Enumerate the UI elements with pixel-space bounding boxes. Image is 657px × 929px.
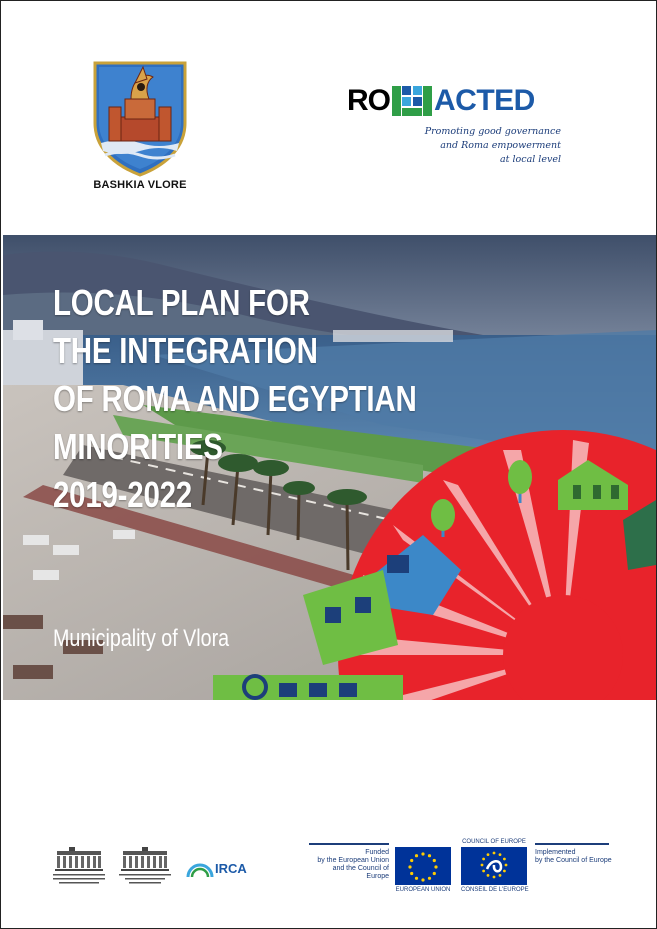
irca-logo-text: IRCA bbox=[215, 861, 247, 876]
tagline-line: and Roma empowerment bbox=[440, 140, 561, 151]
partner-logos bbox=[49, 843, 269, 893]
funded-line: Funded bbox=[365, 849, 389, 856]
romacted-acted-text: ACTED bbox=[434, 84, 535, 117]
title-line: MINORITIES bbox=[53, 426, 223, 467]
eu-caption: EUROPEAN UNION bbox=[395, 887, 451, 893]
coe-caption-top: COUNCIL OF EUROPE bbox=[462, 839, 526, 845]
implemented-line: by the Council of Europe bbox=[535, 857, 612, 864]
divider bbox=[309, 843, 389, 845]
implemented-text bbox=[535, 849, 615, 865]
eu-flag-icon bbox=[395, 847, 451, 885]
title-line: THE INTEGRATION bbox=[53, 330, 318, 371]
funded-text bbox=[309, 849, 389, 881]
romacted-ro-text: RO bbox=[347, 84, 390, 117]
funded-line: by the European Union bbox=[317, 857, 389, 864]
romacted-logo bbox=[347, 81, 577, 171]
funded-line: and the Council of Europe bbox=[332, 865, 389, 880]
tagline-line: Promoting good governance bbox=[424, 126, 561, 137]
divider bbox=[535, 843, 609, 845]
title-line: 2019-2022 bbox=[53, 474, 192, 515]
eu-coe-logos bbox=[309, 839, 612, 899]
title-line: OF ROMA AND EGYPTIAN bbox=[53, 378, 417, 419]
coe-caption-bottom: CONSEIL DE L'EUROPE bbox=[461, 887, 529, 893]
romacted-ma-icon bbox=[392, 84, 432, 118]
vlore-coat-of-arms-icon bbox=[91, 59, 189, 177]
cover-photo bbox=[3, 235, 656, 700]
implemented-line: Implemented bbox=[535, 849, 576, 856]
irca-logo-icon bbox=[185, 855, 215, 885]
municipality-logo bbox=[85, 59, 195, 199]
romacted-tagline bbox=[425, 125, 561, 167]
title-line: LOCAL PLAN FOR bbox=[53, 282, 310, 323]
council-of-europe-flag-icon bbox=[461, 847, 527, 885]
romacted-wordmark bbox=[347, 81, 535, 121]
document-subtitle: Municipality of Vlora bbox=[53, 625, 230, 652]
tagline-line: at local level bbox=[500, 154, 561, 165]
municipality-name: BASHKIA VLORE bbox=[93, 179, 187, 191]
document-title bbox=[53, 279, 473, 519]
ministry-building-icon bbox=[115, 847, 175, 887]
ministry-building-icon bbox=[49, 847, 109, 887]
